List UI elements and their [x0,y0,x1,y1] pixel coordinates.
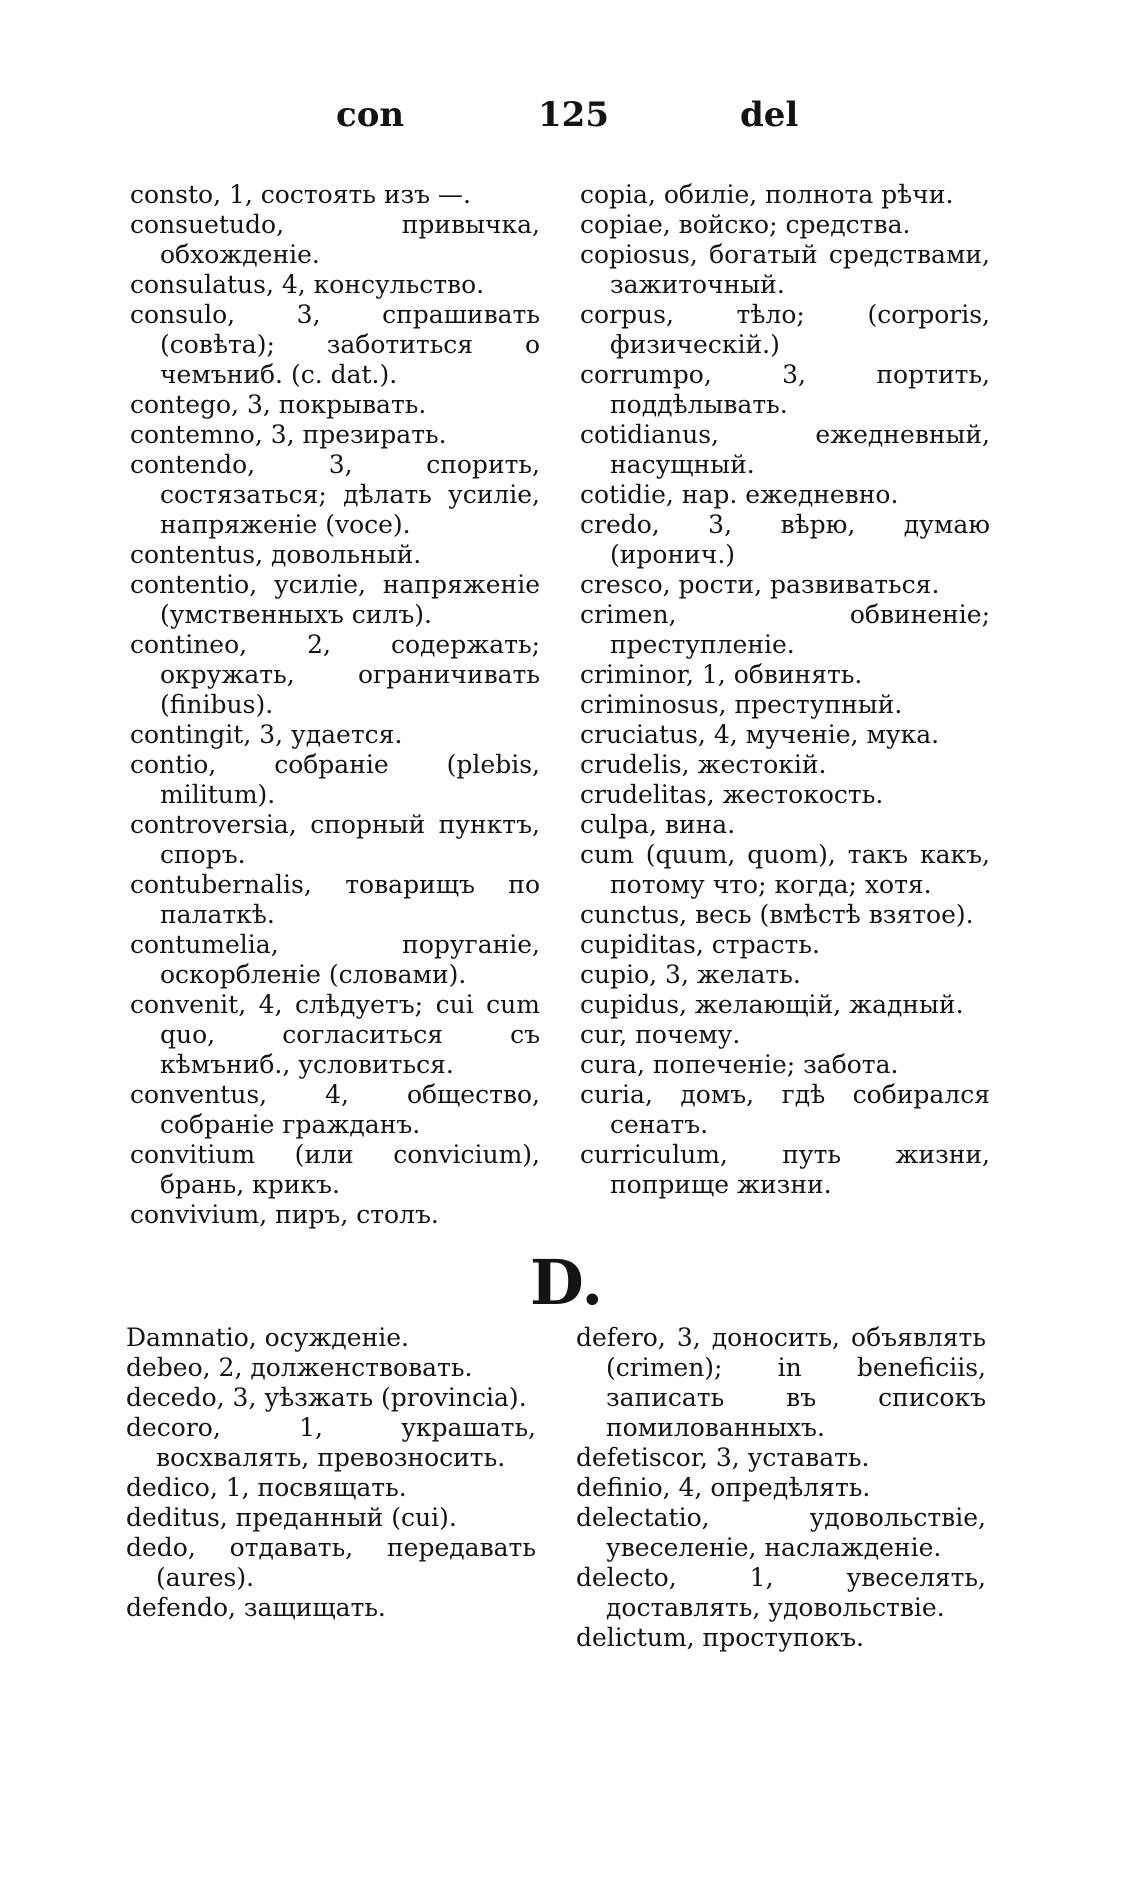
dictionary-entry: convenit, 4, слѣдуетъ; cui cum quo, согласиться съ кѣмъниб., условиться. [130,990,540,1079]
dictionary-entry: crimen, обвиненіе; преступленіе. [580,600,990,659]
dictionary-entry: controversia, спорный пунктъ, споръ. [130,810,540,869]
dictionary-entry: cupidus, желающій, жадный. [580,990,964,1019]
dictionary-entry: cum (quum, quom), такъ какъ, потому что; когда; хотя. [580,840,990,899]
dictionary-entry: dedico, 1, посвящать. [126,1473,407,1502]
dictionary-entry: delectatio, удовольствіе, увеселеніе, наслажденіе. [576,1503,986,1562]
dictionary-entry: contumelia, поруганіе, оскорбленіе (словами). [130,930,540,989]
dictionary-entry: contego, 3, покрывать. [130,390,427,419]
dictionary-entry: consulo, 3, спрашивать (совѣта); заботиться о чемъниб. (c. dat.). [130,300,540,389]
dictionary-entry: defetiscor, 3, уставать. [576,1443,870,1472]
dictionary-entry: decedo, 3, уѣзжать (provincia). [126,1383,527,1412]
column-top-right [580,180,990,1200]
column-bottom-left [126,1323,536,1623]
dictionary-entry: crudelitas, жестокость. [580,780,884,809]
header-left-word: con [336,95,405,135]
dictionary-entry: cupiditas, страсть. [580,930,820,959]
dictionary-entry: criminosus, преступный. [580,690,903,719]
dictionary-entry: cresco, рости, развиваться. [580,570,940,599]
dictionary-entry: corrumpo, 3, портить, поддѣлывать. [580,360,990,419]
dictionary-entry: cur, почему. [580,1020,741,1049]
dictionary-entry: contineo, 2, содержать; окружать, ограничивать (finibus). [130,630,540,719]
dictionary-entry: convivium, пиръ, столъ. [130,1200,439,1229]
dictionary-entry: contentio, усиліе, напряженіе (умственныхъ силъ). [130,570,540,629]
dictionary-entry: cruciatus, 4, мученіе, мука. [580,720,940,749]
dictionary-entry: contubernalis, товарищъ по палаткѣ. [130,870,540,929]
dictionary-entry: copia, обиліе, полнота рѣчи. [580,180,954,209]
dictionary-entry: contingit, 3, удается. [130,720,403,749]
dictionary-entry: convitium (или convicium), брань, крикъ. [130,1140,540,1199]
dictionary-entry: copiae, войско; средства. [580,210,911,239]
dictionary-entry: definio, 4, опредѣлять. [576,1473,871,1502]
dictionary-entry: curia, домъ, гдѣ собирался сенатъ. [580,1080,990,1139]
section-letter-heading: D. [530,1246,604,1319]
dictionary-entry: consulatus, 4, консульство. [130,270,485,299]
dictionary-entry: criminor, 1, обвинять. [580,660,863,689]
dictionary-entry: delecto, 1, увеселять, доставлять, удовольствіе. [576,1563,986,1622]
column-bottom-right [576,1323,986,1653]
dictionary-entry: conventus, 4, общество, собраніе гражданъ. [130,1080,540,1139]
dictionary-entry: cupio, 3, желать. [580,960,801,989]
dictionary-entry: credo, 3, вѣрю, думаю (иронич.) [580,510,990,569]
dictionary-entry: culpa, вина. [580,810,736,839]
dictionary-entry: curriculum, путь жизни, поприще жизни. [580,1140,990,1199]
dictionary-entry: deditus, преданный (cui). [126,1503,457,1532]
dictionary-entry: contendo, 3, спорить, состязаться; дѣлать усиліе, напряженіе (voce). [130,450,540,539]
page-number: 125 [538,95,609,135]
dictionary-entry: decoro, 1, украшать, восхвалять, превозносить. [126,1413,536,1472]
dictionary-entry: cunctus, весь (вмѣстѣ взятое). [580,900,974,929]
dictionary-entry: crudelis, жестокій. [580,750,827,779]
dictionary-entry: Damnatio, осужденіе. [126,1323,409,1352]
dictionary-entry: contentus, довольный. [130,540,422,569]
dictionary-entry: corpus, тѣло; (corporis, физическій.) [580,300,990,359]
column-top-left [130,180,540,1230]
dictionary-entry: defero, 3, доносить, объявлять (crimen); in beneficiis, записать въ списокъ помилованныхъ. [576,1323,986,1442]
dictionary-entry: consuetudo, привычка, обхожденіе. [130,210,540,269]
dictionary-entry: cura, попеченіе; забота. [580,1050,899,1079]
header-right-word: del [740,95,799,135]
dictionary-entry: cotidianus, ежедневный, насущный. [580,420,990,479]
dictionary-entry: contemno, 3, презирать. [130,420,447,449]
dictionary-entry: delictum, проступокъ. [576,1623,864,1652]
dictionary-entry: defendo, защищать. [126,1593,386,1622]
dictionary-entry: copiosus, богатый средствами, зажиточный. [580,240,990,299]
dictionary-entry: cotidie, нар. ежедневно. [580,480,899,509]
dictionary-entry: debeo, 2, долженствовать. [126,1353,473,1382]
dictionary-entry: dedo, отдавать, передавать (aures). [126,1533,536,1592]
dictionary-entry: contio, собраніе (plebis, militum). [130,750,540,809]
dictionary-entry: consto, 1, состоять изъ —. [130,180,471,209]
